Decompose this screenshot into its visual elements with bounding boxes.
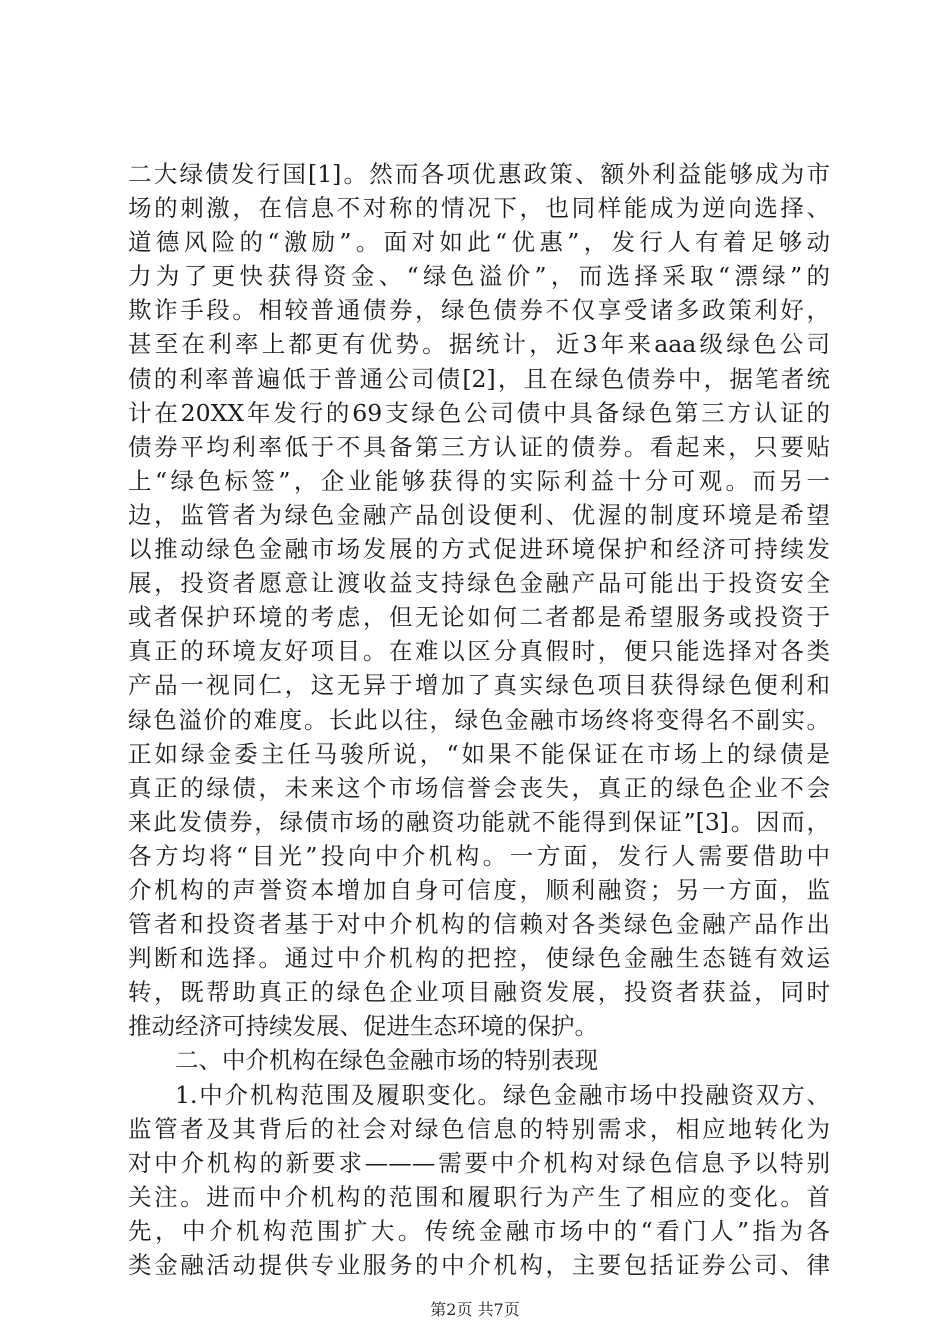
- text-line: 来此发债券，绿债市场的融资功能就不能得到保证”[3]。因而，: [128, 807, 830, 836]
- text-line: 边，监管者为绿色金融产品创设便利、优渥的制度环境是希望: [128, 500, 830, 529]
- text-line: 关注。进而中介机构的范围和履职行为产生了相应的变化。首: [128, 1182, 830, 1211]
- page-footer: [0, 1300, 950, 1320]
- text-line: 1.中介机构范围及履职变化。绿色金融市场中投融资双方、: [175, 1080, 830, 1109]
- text-line: 判断和选择。通过中介机构的把控，使绿色金融生态链有效运: [128, 944, 830, 973]
- text-line: 债券平均利率低于不具备第三方认证的债券。看起来，只要贴: [128, 432, 830, 461]
- text-line: 正如绿金委主任马骏所说，“如果不能保证在市场上的绿债是: [128, 739, 830, 768]
- text-line: 真正的环境友好项目。在难以区分真假时，便只能选择对各类: [128, 637, 830, 666]
- text-line: 真正的绿债，未来这个市场信誉会丧失，真正的绿色企业不会: [128, 773, 830, 802]
- text-line: 甚至在利率上都更有优势。据统计，近3年来aaa级绿色公司: [128, 330, 830, 359]
- section-heading: 二、中介机构在绿色金融市场的特别表现: [175, 1046, 598, 1075]
- text-line: 监管者及其背后的社会对绿色信息的特别需求，相应地转化为: [128, 1114, 830, 1143]
- text-line: 欺诈手段。相较普通债券，绿色债券不仅享受诸多政策利好，: [128, 296, 830, 325]
- text-line: 先，中介机构范围扩大。传统金融市场中的“看门人”指为各: [128, 1216, 830, 1245]
- text-line: 或者保护环境的考虑，但无论如何二者都是希望服务或投资于: [128, 603, 830, 632]
- text-line: 场的刺激，在信息不对称的情况下，也同样能成为逆向选择、: [128, 194, 830, 223]
- text-line: 类金融活动提供专业服务的中介机构，主要包括证券公司、律: [128, 1251, 830, 1279]
- text-line: 介机构的声誉资本增加自身可信度，顺利融资；另一方面，监: [128, 875, 830, 904]
- text-line: 债的利率普遍低于普通公司债[2]，且在绿色债券中，据笔者统: [128, 364, 830, 393]
- text-line: 管者和投资者基于对中介机构的信赖对各类绿色金融产品作出: [128, 910, 830, 939]
- text-line: 计在20XX年发行的69支绿色公司债中具备绿色第三方认证的: [128, 398, 830, 427]
- text-line: 展，投资者愿意让渡收益支持绿色金融产品可能出于投资安全: [128, 569, 830, 598]
- text-line: 转，既帮助真正的绿色企业项目融资发展，投资者获益，同时: [128, 978, 830, 1007]
- text-line: 产品一视同仁，这无异于增加了真实绿色项目获得绿色便利和: [128, 671, 830, 700]
- text-line: 绿色溢价的难度。长此以往，绿色金融市场终将变得名不副实。: [128, 705, 830, 734]
- text-line: 推动经济可持续发展、促进生态环境的保护。: [128, 1012, 598, 1041]
- page-number: 第2页 共7页: [430, 1300, 520, 1319]
- text-line: 道德风险的“激励”。面对如此“优惠”，发行人有着足够动: [128, 228, 830, 257]
- text-line: 力为了更快获得资金、“绿色溢价”，而选择采取“漂绿”的: [128, 262, 830, 291]
- document-body: [128, 157, 830, 1282]
- text-line: 二大绿债发行国[1]。然而各项优惠政策、额外利益能够成为市: [128, 160, 830, 188]
- text-line: 各方均将“目光”投向中介机构。一方面，发行人需要借助中: [128, 841, 830, 870]
- text-line: 上“绿色标签”，企业能够获得的实际利益十分可观。而另一: [128, 466, 830, 495]
- text-line: 以推动绿色金融市场发展的方式促进环境保护和经济可持续发: [128, 535, 830, 564]
- text-line: 对中介机构的新要求———需要中介机构对绿色信息予以特别: [128, 1148, 830, 1177]
